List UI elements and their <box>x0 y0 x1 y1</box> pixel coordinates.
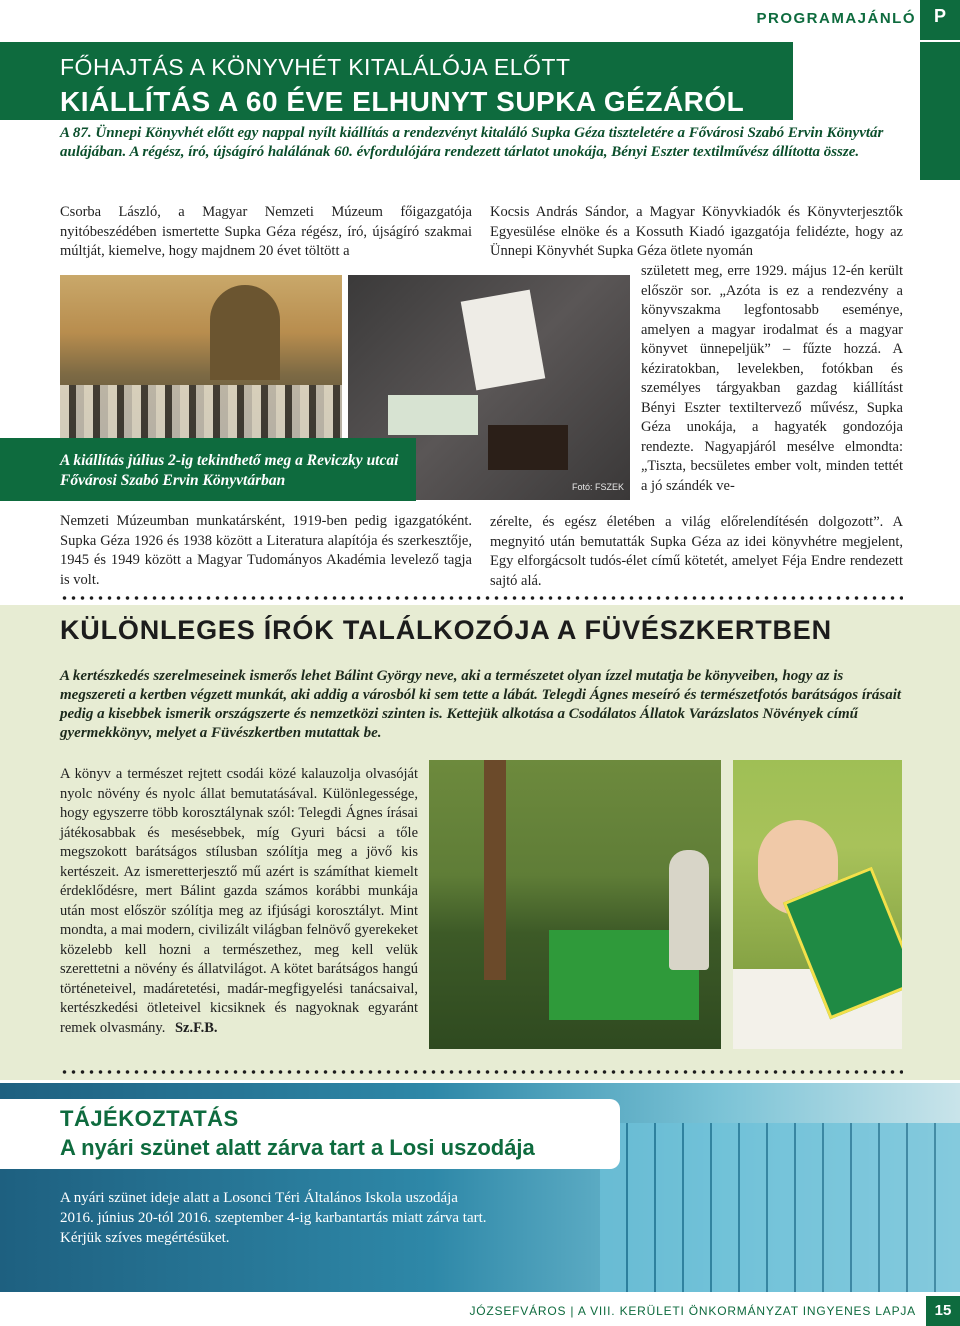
exhibition-opening-photo <box>60 275 342 440</box>
photo-credit: Fotó: FSZEK <box>571 482 624 492</box>
book-presentation-photo <box>429 760 721 1049</box>
page-number: 15 <box>926 1296 960 1326</box>
article1-col2-top: Kocsis András Sándor, a Magyar Könyvkiadók és Könyvterjesztők Egyesülése elnöke és a Kossuth Kiadó igazgatója felidézte, hogy az Ünnepi Könyvhét Supka Géza ötlete nyomán <box>490 204 903 259</box>
footer-publication: JÓZSEFVÁROS | A VIII. KERÜLETI ÖNKORMÁNYZAT INGYENES LAPJA <box>469 1304 916 1318</box>
notice-body <box>60 1188 580 1248</box>
wooden-post <box>484 760 506 980</box>
section-label: PROGRAMAJÁNLÓ <box>756 10 916 27</box>
notice-label: TÁJÉKOZTATÁS <box>60 1106 239 1131</box>
section-tab-divider <box>920 40 960 42</box>
notice-headline: A nyári szünet alatt zárva tart a Losi uszodája <box>60 1135 535 1160</box>
photo-caption-box <box>0 438 416 501</box>
wallet-item <box>488 425 568 470</box>
textile-item <box>461 290 546 391</box>
swimming-pool-image <box>600 1123 960 1292</box>
dotted-divider <box>60 596 903 600</box>
courtyard-arch <box>210 285 280 380</box>
article1-title-box <box>0 42 793 120</box>
dotted-divider-2 <box>60 1070 903 1074</box>
article2-lead: A kertészkedés szerelmeseinek ismerős lehet Bálint György neve, aki a természetet olyan ízzel mutatja be könyveiben, hogy az is megszereti a kertben végzett munkát, aki addig a városból ki sem tette a lábát. Telegdi Ágnes meseíró és természetfotós barátságos írásait pedig a kisebbek ismerik országszerte és nemzetközi szinten is. Kettejük alkotása a Csodálatos Állatok Varázslatos Növények című gyermekkönyv, melyet a Füvészkertben mutattak be. <box>60 668 902 741</box>
document-item <box>388 395 478 435</box>
article1-col1-top: Csorba László, a Magyar Nemzeti Múzeum főigazgatója nyitóbeszédében ismertette Supka Géza régész, író, újságíró szakmai múltját, kiemelve, hogy majdnem 20 évet töltött a <box>60 204 472 259</box>
article1-col2-bottom: zérelte, és egész életében a világ előrelendítésén dolgozott”. A megnyitó után bemutatták Supka Géza az idei könyvhétre megjelent, Egy elforgácsolt tudós-élet című kötetét, amelyet Féja Endre rendezett sajtó alá. <box>490 514 903 589</box>
photo-caption: A kiállítás július 2-ig tekinthető meg a Reviczky utcai Fővárosi Szabó Ervin Könyvtárban <box>60 452 399 489</box>
article1-lead: A 87. Ünnepi Könyvhét előtt egy nappal nyílt kiállítás a rendezvényt kitaláló Supka Géza tiszteletére a Fővárosi Szabó Ervin Könyvtár aulájában. A régész, író, újságíró halálának 60. évfordulójára rendezett tárlatot unokája, Bényi Eszter textilművész állította össze. <box>60 125 884 160</box>
section-tab-letter: P <box>933 6 946 26</box>
article1-col2-wrap: született meg, erre 1929. május 12-én került először sor. „Azóta is ez a rendezvény a könyvszakma legfontosabb eseménye, amelyen a magyar irodalmat és a magyar könyvet ünnepeljük” – fűzte hozzá. A kéziratokban, levelekben, fotókban és személyes tárgyakban gazdag kiállítást Bényi Eszter textiltervező művész, Supka Géza unokája, a hagyaték gondozója rendezte. Nagyapjáról mesélve elmondta: „Tiszta, becsületes ember volt, minden tettét a jó szándék ve- <box>641 263 903 494</box>
notice-body-line2: 2016. június 20-tól 2016. szeptember 4-ig karbantartás miatt zárva tart. <box>60 1210 487 1226</box>
article2-body <box>60 765 418 1038</box>
article2-body-text: A könyv a természet rejtett csodái közé kalauzolja olvasóját nyolc növény és nyolc állat bemutatásával. Különlegessége, hogy egyszerre több korosztálynak szól: Telegdi Ágnes írásai játékosabbak és mesésebbek, míg Gyuri bácsi a tőle megszokott barátságos stílusban szólítja meg a jövő kis kertészeit. Az ismeretterjesztő mű azért is számíthat kiemelt érdeklődésre, mert Bálint gazda számos korábbi munkája után most először szólítja meg az ifjúsági korosztályt. Mint mondta, a mai modern, civilizált világban felnövő gyerekeket közelebb kell hozni a természethez, meg kell velük szerettetni a növény és állatvilágot. A kötet barátságos hangú történeteivel, madáretetési, madár-megfigyelési tanácsaival, kertészkedési ötleteivel kicsiknek és nagyoknak egyaránt remek olvasmány. <box>60 766 418 1036</box>
child-with-book-photo <box>733 760 902 1049</box>
article2-signature: Sz.F.B. <box>174 1019 218 1036</box>
audience-crowd <box>60 385 342 440</box>
article2-title: KÜLÖNLEGES ÍRÓK TALÁLKOZÓJA A FÜVÉSZKERTBEN <box>60 615 832 645</box>
article1-col1-bottom: Nemzeti Múzeumban munkatársként, 1919-ben pedig igazgatóként. Supka Géza 1926 és 1938 között a Literatura alapítója és szerkesztője, 1945 és 1949 között a Magyar Tudományos Akadémia levelező tagja is volt. <box>60 513 472 588</box>
notice-body-line1: A nyári szünet ideje alatt a Losonci Téri Általános Iskola uszodája <box>60 1190 458 1206</box>
author-figure <box>669 850 709 970</box>
section-tab <box>920 0 960 180</box>
article1-title-line2: KIÁLLÍTÁS A 60 ÉVE ELHUNYT SUPKA GÉZÁRÓL <box>60 86 745 117</box>
article1-title-line1: FŐHAJTÁS A KÖNYVHÉT KITALÁLÓJA ELŐTT <box>60 54 571 80</box>
notice-body-line3: Kérjük szíves megértésüket. <box>60 1230 230 1246</box>
